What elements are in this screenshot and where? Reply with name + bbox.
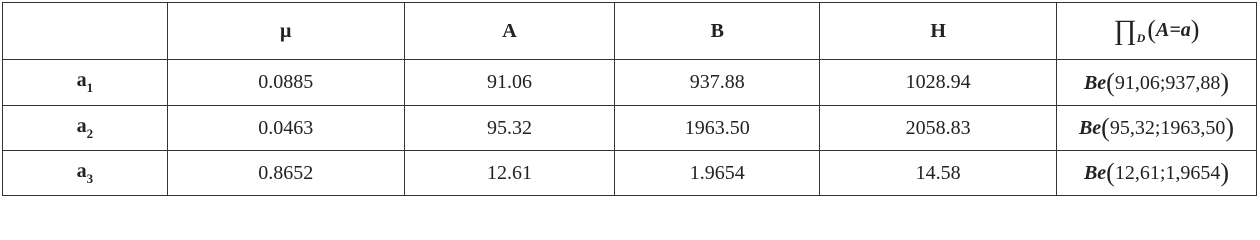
cell-h: 1028.94 xyxy=(820,60,1057,106)
paren-close: ) xyxy=(1190,15,1200,44)
header-a: A xyxy=(404,3,615,60)
product-subscript: D xyxy=(1136,31,1146,45)
cell-h: 14.58 xyxy=(820,151,1057,196)
header-empty-cell xyxy=(3,3,168,60)
row-label xyxy=(3,151,168,196)
paren-open: ( xyxy=(1106,67,1115,97)
table-row xyxy=(3,60,1257,106)
paren-close: ) xyxy=(1220,158,1230,187)
data-table xyxy=(2,2,1257,196)
dist-args: 91,06;937,88 xyxy=(1114,71,1221,94)
table-row xyxy=(3,151,1257,196)
row-label-text: a xyxy=(76,114,87,137)
dist-args: 95,32;1963,50 xyxy=(1109,117,1226,139)
cell-distribution xyxy=(1057,106,1257,151)
paren-open: ( xyxy=(1101,113,1110,142)
beta-distribution xyxy=(1078,113,1235,142)
row-label-subscript: 2 xyxy=(86,125,94,141)
posterior-formula xyxy=(1113,15,1200,46)
row-label-text: a xyxy=(76,69,87,91)
cell-a: 91.06 xyxy=(404,60,615,106)
table-row xyxy=(3,106,1257,151)
paren-open: ( xyxy=(1147,15,1156,44)
row-label-text: a xyxy=(76,159,87,182)
paren-open: ( xyxy=(1106,158,1115,187)
paren-close: ) xyxy=(1220,67,1230,97)
cell-mu: 0.0463 xyxy=(167,106,404,151)
cell-b: 1963.50 xyxy=(615,106,820,151)
row-label-subscript: 1 xyxy=(86,80,94,95)
table-container xyxy=(2,2,1257,196)
cell-mu: 0.0885 xyxy=(167,60,404,106)
cell-b: 937.88 xyxy=(615,60,820,106)
paren-close: ) xyxy=(1225,113,1235,142)
header-mu: μ xyxy=(167,3,404,60)
cell-distribution xyxy=(1057,151,1257,196)
cell-distribution xyxy=(1057,60,1257,106)
cell-a: 95.32 xyxy=(404,106,615,151)
beta-distribution xyxy=(1083,158,1230,187)
cell-h: 2058.83 xyxy=(820,106,1057,151)
header-row xyxy=(3,3,1257,60)
dist-function: Be xyxy=(1083,162,1107,184)
product-argument: A=a xyxy=(1156,19,1191,41)
cell-a: 12.61 xyxy=(404,151,615,196)
row-label-subscript: 3 xyxy=(86,170,94,186)
header-b: B xyxy=(615,3,820,60)
beta-distribution xyxy=(1083,67,1230,97)
dist-args: 12,61;1,9654 xyxy=(1114,162,1221,184)
cell-b: 1.9654 xyxy=(615,151,820,196)
product-symbol: ∏ xyxy=(1113,15,1137,46)
header-h: H xyxy=(820,3,1057,60)
cell-mu: 0.8652 xyxy=(167,151,404,196)
header-posterior xyxy=(1057,3,1257,60)
row-label xyxy=(3,60,168,106)
row-label xyxy=(3,106,168,151)
dist-function: Be xyxy=(1083,71,1107,94)
dist-function: Be xyxy=(1078,117,1102,139)
